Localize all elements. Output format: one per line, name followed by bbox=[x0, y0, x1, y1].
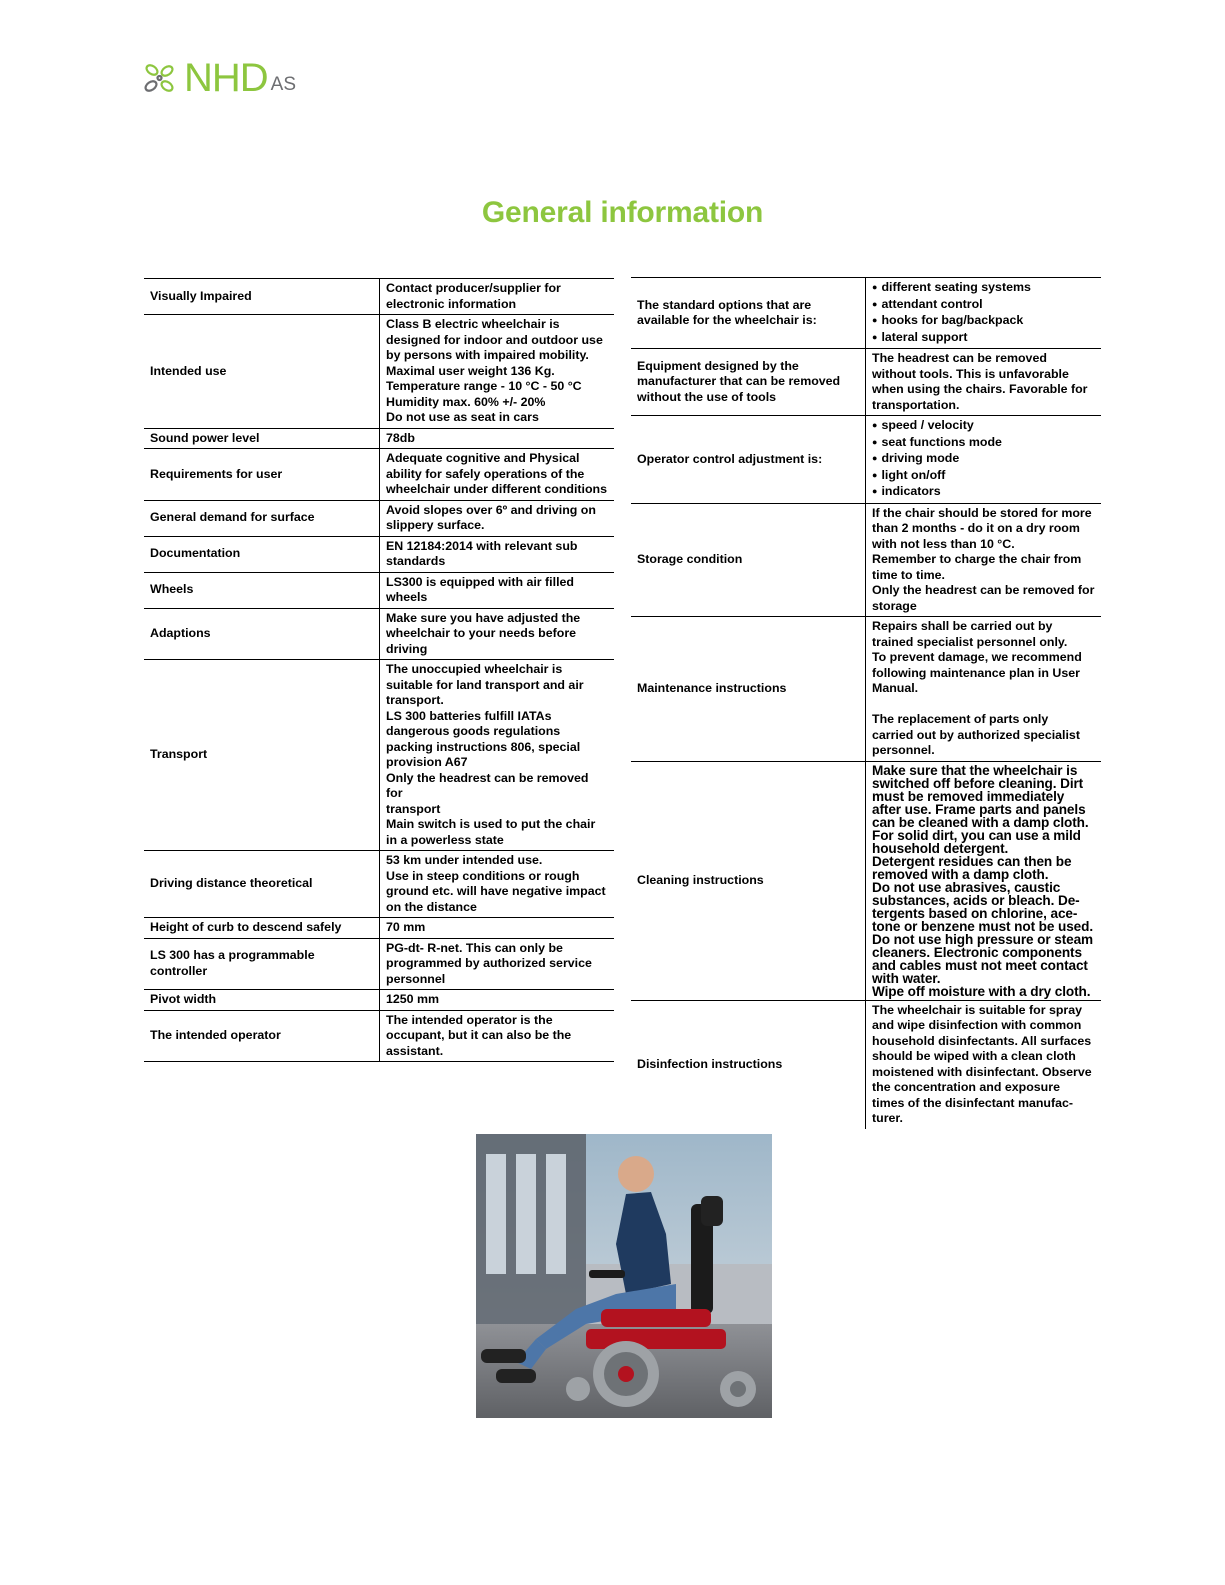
row-value bbox=[380, 608, 615, 660]
row-label bbox=[144, 428, 380, 449]
row-value bbox=[866, 416, 1102, 504]
value-line: The headrest can be removed bbox=[872, 351, 1047, 365]
value-line: carried out by authorized specialist bbox=[872, 727, 1080, 742]
value-line: ability for safely operations of the bbox=[386, 466, 585, 481]
table-row bbox=[144, 279, 614, 315]
row-label-line: manufacturer that can be removed bbox=[637, 374, 841, 389]
wheelchair-photo bbox=[476, 1134, 772, 1418]
value-line: LS 300 batteries fulfill IATAs bbox=[386, 708, 552, 723]
value-line: Humidity max. 60% +/- 20% bbox=[386, 394, 546, 409]
row-value bbox=[380, 918, 615, 939]
row-label-line: without the use of tools bbox=[637, 389, 777, 404]
value-line: after use. Frame parts and panels bbox=[872, 801, 1086, 817]
row-label-line: Operator control adjustment is: bbox=[637, 451, 823, 466]
value-line: occupant, but it can also be the bbox=[386, 1028, 572, 1042]
row-label-line: Transport bbox=[150, 747, 208, 762]
row-label-line: Intended use bbox=[150, 363, 227, 378]
value-line: switched off before cleaning. Dirt bbox=[872, 775, 1084, 791]
value-line: suitable for land transport and air bbox=[386, 677, 584, 692]
value-line: Only the headrest can be removed for bbox=[872, 583, 1095, 597]
row-label-line: Height of curb to descend safely bbox=[150, 920, 342, 934]
row-value bbox=[380, 500, 615, 536]
value-line: Make sure you have adjusted the bbox=[386, 610, 581, 625]
row-label bbox=[631, 761, 866, 1000]
table-row bbox=[144, 536, 614, 572]
value-line: The intended operator is the bbox=[386, 1012, 553, 1027]
table-row bbox=[631, 503, 1101, 617]
logo-name: NHD bbox=[184, 56, 268, 100]
row-value bbox=[380, 449, 615, 501]
value-line: on the distance bbox=[386, 899, 477, 914]
value-line: the concentration and exposure bbox=[872, 1080, 1060, 1094]
row-label-line: The intended operator bbox=[150, 1028, 281, 1042]
row-label-line: Visually Impaired bbox=[150, 288, 252, 303]
value-line: Class B electric wheelchair is bbox=[386, 317, 560, 331]
row-label bbox=[144, 572, 380, 608]
flower-icon bbox=[140, 61, 180, 97]
value-line: PG-dt- R-net. This can only be bbox=[386, 940, 563, 955]
value-line: when using the chairs. Favorable for bbox=[872, 382, 1088, 396]
value-line: should be wiped with a clean cloth bbox=[872, 1049, 1076, 1063]
value-line: transportation. bbox=[872, 397, 960, 412]
row-label bbox=[631, 416, 866, 504]
value-line: Manual. bbox=[872, 681, 919, 695]
value-line: Make sure that the wheelchair is bbox=[872, 762, 1078, 778]
company-logo bbox=[140, 55, 297, 100]
row-value bbox=[380, 1010, 615, 1062]
value-line: and cables must not meet contact bbox=[872, 957, 1088, 973]
value-line: Avoid slopes over 6º and driving on bbox=[386, 502, 596, 517]
row-label bbox=[631, 617, 866, 762]
value-line: turer. bbox=[872, 1111, 903, 1125]
row-label bbox=[144, 279, 380, 315]
row-label-line: Sound power level bbox=[150, 430, 260, 445]
value-line: tergents based on chlorine, ace- bbox=[872, 905, 1078, 921]
value-line: than 2 months - do it on a dry room bbox=[872, 521, 1080, 535]
row-label bbox=[144, 315, 380, 429]
row-label bbox=[631, 278, 866, 349]
table-row bbox=[144, 449, 614, 501]
value-line: household detergent. bbox=[872, 840, 1009, 856]
row-value bbox=[380, 315, 615, 429]
row-value bbox=[866, 1000, 1102, 1129]
value-line: packing instructions 806, special bbox=[386, 739, 581, 754]
value-line: Do not use abrasives, caustic bbox=[872, 879, 1061, 895]
row-value bbox=[380, 279, 615, 315]
value-line: provision A67 bbox=[386, 755, 468, 769]
row-value bbox=[866, 761, 1102, 1000]
table-row bbox=[631, 761, 1101, 1000]
value-line: Detergent residues can then be bbox=[872, 853, 1072, 869]
row-value bbox=[866, 278, 1102, 349]
value-line: must be removed immediately bbox=[872, 788, 1065, 804]
bullet-item: ● driving mode bbox=[872, 451, 1095, 468]
value-line: can be cleaned with a damp cloth. bbox=[872, 814, 1089, 830]
row-label-line: Requirements for user bbox=[150, 466, 283, 481]
value-line: electronic information bbox=[386, 296, 517, 311]
row-label-line: Disinfection instructions bbox=[637, 1056, 783, 1071]
value-line: substances, acids or bleach. De- bbox=[872, 892, 1080, 908]
value-line: Do not use as seat in cars bbox=[386, 410, 539, 424]
value-line: LS300 is equipped with air filled bbox=[386, 574, 574, 589]
table-row bbox=[144, 1010, 614, 1062]
value-line: ground etc. will have negative impact bbox=[386, 884, 606, 898]
value-line: moistened with disinfectant. Observe bbox=[872, 1064, 1092, 1079]
value-line: and wipe disinfection with common bbox=[872, 1018, 1082, 1032]
row-label bbox=[631, 349, 866, 416]
value-line: Only the headrest can be removed for bbox=[386, 770, 589, 800]
value-line: Temperature range - 10 °C - 50 °C bbox=[386, 379, 582, 393]
row-label-line: Documentation bbox=[150, 546, 241, 561]
value-line: without tools. This is unfavorable bbox=[872, 366, 1069, 381]
value-line: transport. bbox=[386, 693, 444, 707]
row-label bbox=[144, 660, 380, 851]
value-line: 1250 mm bbox=[386, 992, 440, 1006]
value-line: The unoccupied wheelchair is bbox=[386, 662, 563, 676]
row-label bbox=[144, 990, 380, 1011]
row-label bbox=[631, 503, 866, 617]
value-line: personnel. bbox=[872, 743, 935, 757]
table-row bbox=[631, 349, 1101, 416]
value-line: The replacement of parts only bbox=[872, 712, 1049, 726]
value-line: in a powerless state bbox=[386, 832, 504, 847]
value-line: household disinfectants. All surfaces bbox=[872, 1033, 1092, 1048]
row-label bbox=[144, 449, 380, 501]
row-label-line: Wheels bbox=[150, 582, 194, 597]
row-label-line: LS 300 has a programmable bbox=[150, 948, 315, 963]
left-spec-table bbox=[144, 278, 614, 1062]
row-label-line: The standard options that are bbox=[637, 297, 812, 312]
value-line: EN 12184:2014 with relevant sub bbox=[386, 538, 578, 553]
table-row bbox=[631, 278, 1101, 349]
value-line: with water. bbox=[872, 970, 941, 986]
row-value bbox=[866, 503, 1102, 617]
table-row bbox=[144, 938, 614, 990]
row-label bbox=[144, 1010, 380, 1062]
row-value bbox=[380, 572, 615, 608]
value-line: For solid dirt, you can use a mild bbox=[872, 827, 1081, 843]
table-row bbox=[631, 1000, 1101, 1129]
row-label-line: Maintenance instructions bbox=[637, 681, 787, 695]
table-row bbox=[144, 572, 614, 608]
value-line: wheelchair to your needs before bbox=[386, 626, 577, 640]
value-line: Maximal user weight 136 Kg. bbox=[386, 363, 555, 378]
table-row bbox=[144, 500, 614, 536]
value-line: programmed by authorized service bbox=[386, 956, 592, 970]
row-label-line: Adaptions bbox=[150, 626, 211, 640]
table-row bbox=[631, 617, 1101, 762]
row-label bbox=[144, 608, 380, 660]
row-label-line: Storage condition bbox=[637, 552, 743, 566]
table-row bbox=[144, 428, 614, 449]
table-row bbox=[144, 660, 614, 851]
value-line: removed with a damp cloth. bbox=[872, 866, 1049, 882]
row-value bbox=[380, 851, 615, 918]
right-spec-table bbox=[631, 277, 1101, 1129]
table-row bbox=[631, 416, 1101, 504]
value-line: cleaners. Electronic components bbox=[872, 944, 1082, 960]
value-line: personnel bbox=[386, 971, 446, 986]
page-title: General information bbox=[481, 196, 764, 229]
value-line: driving bbox=[386, 641, 428, 656]
value-line: standards bbox=[386, 554, 446, 568]
row-label-line: controller bbox=[150, 963, 208, 978]
bullet-item: ● attendant control bbox=[872, 297, 1095, 314]
row-value bbox=[380, 536, 615, 572]
row-label bbox=[144, 938, 380, 990]
value-line: 78db bbox=[386, 430, 415, 445]
row-label bbox=[144, 536, 380, 572]
table-row bbox=[144, 315, 614, 429]
row-label-line: General demand for surface bbox=[150, 510, 315, 525]
bullet-item: ● light on/off bbox=[872, 468, 1095, 485]
value-line: slippery surface. bbox=[386, 518, 485, 532]
value-line: Do not use high pressure or steam bbox=[872, 931, 1094, 947]
table-row bbox=[144, 990, 614, 1011]
value-line: following maintenance plan in User bbox=[872, 665, 1080, 680]
value-line: 53 km under intended use. bbox=[386, 853, 543, 867]
row-value bbox=[866, 617, 1102, 762]
value-line: by persons with impaired mobility. bbox=[386, 348, 589, 362]
bullet-item: ● speed / velocity bbox=[872, 418, 1095, 435]
row-label-line: Pivot width bbox=[150, 992, 217, 1006]
row-label-line: Equipment designed by the bbox=[637, 358, 799, 373]
value-line: transport bbox=[386, 801, 441, 816]
value-line bbox=[872, 697, 1095, 713]
bullet-item: ● different seating systems bbox=[872, 280, 1095, 297]
value-line: tone or benzene must not be used. bbox=[872, 918, 1094, 934]
row-label-line: Driving distance theoretical bbox=[150, 876, 313, 891]
value-line: storage bbox=[872, 598, 917, 613]
table-row bbox=[144, 851, 614, 918]
value-line: wheelchair under different conditions bbox=[386, 482, 607, 496]
row-value bbox=[866, 349, 1102, 416]
value-line: time to time. bbox=[872, 567, 945, 582]
row-value bbox=[380, 428, 615, 449]
value-line: trained specialist personnel only. bbox=[872, 634, 1068, 649]
table-row bbox=[144, 918, 614, 939]
value-line: If the chair should be stored for more bbox=[872, 505, 1092, 520]
bullet-item: ● lateral support bbox=[872, 330, 1095, 347]
value-line: Remember to charge the chair from bbox=[872, 552, 1082, 566]
value-line: with not less than 10 °C. bbox=[872, 536, 1015, 551]
value-line: times of the disinfectant manufac- bbox=[872, 1095, 1074, 1110]
value-line: 70 mm bbox=[386, 920, 426, 934]
logo-suffix: AS bbox=[270, 74, 297, 95]
row-value bbox=[380, 660, 615, 851]
bullet-item: ● indicators bbox=[872, 484, 1095, 501]
bullet-item: ● hooks for bag/backpack bbox=[872, 313, 1095, 330]
row-value bbox=[380, 990, 615, 1011]
value-line: Main switch is used to put the chair bbox=[386, 817, 596, 831]
row-label bbox=[144, 500, 380, 536]
bullet-item: ● seat functions mode bbox=[872, 435, 1095, 452]
value-line: dangerous goods regulations bbox=[386, 724, 561, 738]
value-line: assistant. bbox=[386, 1043, 444, 1058]
row-label-line: Cleaning instructions bbox=[637, 872, 764, 887]
row-label bbox=[631, 1000, 866, 1129]
value-line: Use in steep conditions or rough bbox=[386, 868, 580, 883]
table-row bbox=[144, 608, 614, 660]
value-line: Repairs shall be carried out by bbox=[872, 619, 1053, 633]
value-line: The wheelchair is suitable for spray bbox=[872, 1002, 1083, 1017]
value-line: designed for indoor and outdoor use bbox=[386, 332, 603, 347]
value-line: Adequate cognitive and Physical bbox=[386, 451, 580, 465]
row-value bbox=[380, 938, 615, 990]
value-line: wheels bbox=[386, 590, 428, 604]
value-line: To prevent damage, we recommend bbox=[872, 650, 1082, 664]
value-line: Contact producer/supplier for bbox=[386, 281, 561, 295]
row-label-line: available for the wheelchair is: bbox=[637, 313, 817, 327]
row-label bbox=[144, 918, 380, 939]
value-line: Wipe off moisture with a dry cloth. bbox=[872, 983, 1091, 999]
row-label bbox=[144, 851, 380, 918]
